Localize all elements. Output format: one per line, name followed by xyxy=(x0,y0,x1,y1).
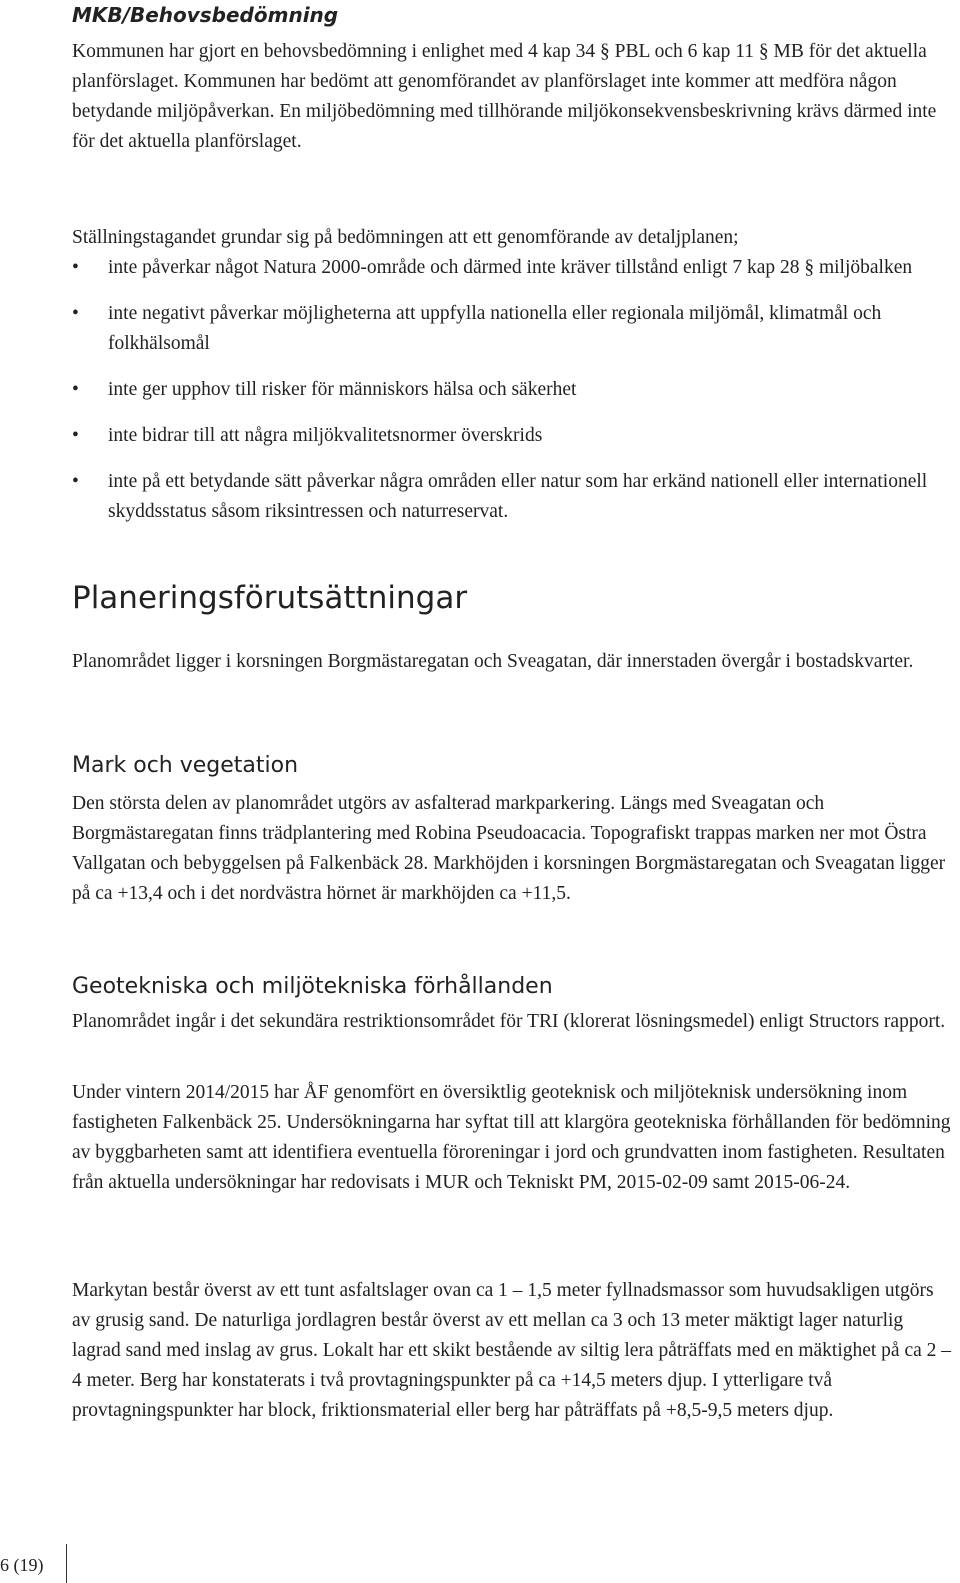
mkb-intro: Ställningstagandet grundar sig på bedömningen att ett genomförande av detaljplanen; xyxy=(72,227,739,248)
list-item: • inte på ett betydande sätt påverkar några områden eller natur som har erkänd nationell eller internationell skyddsstatus såsom riksintressen och naturreservat. xyxy=(72,467,952,527)
section-heading-planeringsforutsattningar: Planeringsförutsättningar xyxy=(72,580,468,616)
bullet-icon: • xyxy=(72,379,79,400)
bullet-icon: • xyxy=(72,257,79,278)
page-number: 6 (19) xyxy=(0,1555,44,1575)
section-heading-geotekniska: Geotekniska och miljötekniska förhållanden xyxy=(72,974,553,999)
section-heading-mark-och-vegetation: Mark och vegetation xyxy=(72,753,299,778)
mkb-bullet-list xyxy=(72,253,952,543)
mkb-paragraph: Kommunen har gjort en behovsbedömning i enlighet med 4 kap 34 § PBL och 6 kap 11 § MB för det aktuella planförslaget. Kommunen har bedömt att genomförandet av planförslaget inte kommer att medföra någon betydande miljöpåverkan. En miljöbedömning med tillhörande miljökonsekvensbeskrivning krävs därmed inte för det aktuella planförslaget. xyxy=(72,41,937,152)
list-item: • inte påverkar något Natura 2000-område och därmed inte kräver tillstånd enligt 7 kap 28 § miljöbalken xyxy=(72,253,952,283)
list-item: • inte ger upphov till risker för människors hälsa och säkerhet xyxy=(72,375,952,405)
margin-divider xyxy=(66,1544,67,1583)
mark-paragraph: Den största delen av planområdet utgörs av asfalterad markparkering. Längs med Sveagatan och Borgmästaregatan finns trädplantering med Robina Pseudoacacia. Topografiskt trappas marken ner mot Östra Vallgatan och bebyggelsen på Falkenbäck 28. Markhöjden i korsningen Borgmästaregatan och Sveagatan ligger på ca +13,4 och i det nordvästra hörnet är markhöjden ca +11,5. xyxy=(72,793,946,904)
bullet-icon: • xyxy=(72,425,79,446)
geo-paragraph-1: Planområdet ingår i det sekundära restriktionsområdet för TRI (klorerat lösningsmedel) enligt Structors rapport. xyxy=(72,1011,946,1032)
geo-paragraph-2: Under vintern 2014/2015 har ÅF genomfört en översiktlig geoteknisk och miljöteknisk undersökning inom fastigheten Falkenbäck 25. Undersökningarna har syftat till att klargöra geotekniska förhållanden för bedömning av byggbarheten samt att identifiera eventuella föroreningar i jord och grundvatten inom fastigheten. Resultaten från aktuella undersökningar har redovisats i MUR och Tekniskt PM, 2015-02-09 samt 2015-06-24. xyxy=(72,1082,951,1193)
section-heading-mkb: MKB/Behovsbedömning xyxy=(72,3,339,27)
planering-paragraph: Planområdet ligger i korsningen Borgmästaregatan och Sveagatan, där innerstaden övergår i bostadskvarter. xyxy=(72,651,914,672)
geo-paragraph-3: Markytan består överst av ett tunt asfaltslager ovan ca 1 – 1,5 meter fyllnadsmassor som huvudsakligen utgörs av grusig sand. De naturliga jordlagren består överst av ett mellan ca 3 och 13 meter mäktigt lager naturlig lagrad sand med inslag av grus. Lokalt har ett skikt bestående av siltig lera påträffats med en mäktighet på ca 2 – 4 meter. Berg har konstaterats i två provtagningspunkter på ca +14,5 meters djup. I ytterligare två provtagningspunkter har block, friktionsmaterial eller berg har påträffats på +8,5-9,5 meters djup. xyxy=(72,1280,952,1421)
list-item: • inte bidrar till att några miljökvalitetsnormer överskrids xyxy=(72,421,952,451)
list-item: • inte negativt påverkar möjligheterna att uppfylla nationella eller regionala miljömål, klimatmål och folkhälsomål xyxy=(72,299,952,359)
bullet-icon: • xyxy=(72,303,79,324)
bullet-icon: • xyxy=(72,471,79,492)
